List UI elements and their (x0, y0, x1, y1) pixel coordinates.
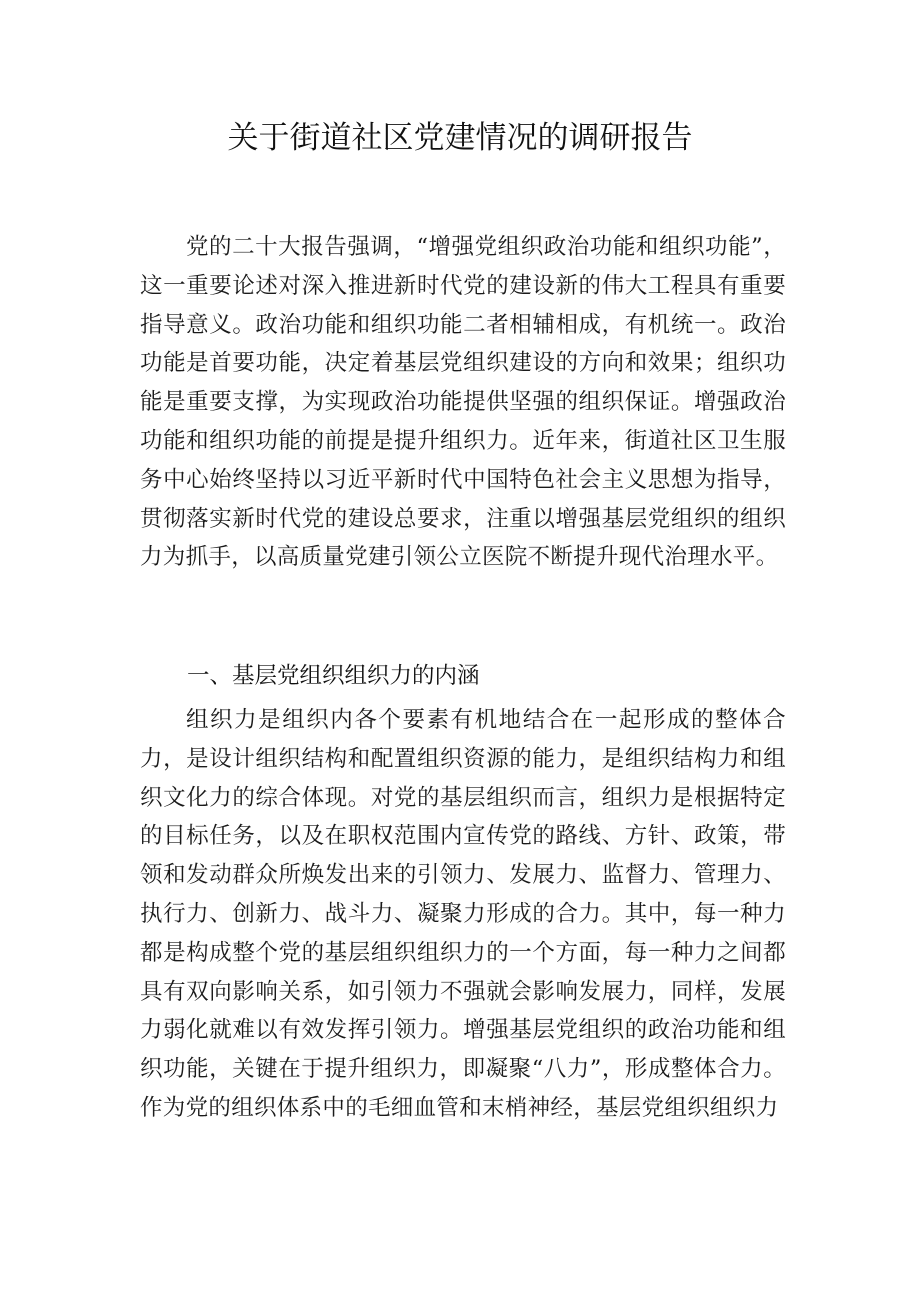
section-heading: 一、基层党组织组织力的内涵 (187, 663, 480, 689)
document-title: 关于街道社区党建情况的调研报告 (227, 120, 693, 156)
section-paragraph: 组织力是组织内各个要素有机地结合在一起形成的整体合力，是设计组织结构和配置组织资源的能力，是组织结构力和组织文化力的综合体现。对党的基层组织而言，组织力是根据特定的目标任务，以及在职权范围内宣传党的路线、方针、政策，带领和发动群众所焕发出来的引领力、发展力、监督力、管理力、执行力、创新力、战斗力、凝聚力形成的合力。其中，每一种力都是构成整个党的基层组织组织力的一个方面，每一种力之间都具有双向影响关系，如引领力不强就会影响发展力，同样，发展力弱化就难以有效发挥引领力。增强基层党组织的政治功能和组织功能，关键在于提升组织力，即凝聚“八力”，形成整体合力。作为党的组织体系中的毛细血管和末梢神经，基层党组织组织力 (140, 707, 786, 1121)
intro-paragraph: 党的二十大报告强调，“增强党组织政治功能和组织功能”，这一重要论述对深入推进新时代党的建设新的伟大工程具有重要指导意义。政治功能和组织功能二者相辅相成，有机统一。政治功能是首要功能，决定着基层党组织建设的方向和效果；组织功能是重要支撑，为实现政治功能提供坚强的组织保证。增强政治功能和组织功能的前提是提升组织力。近年来，街道社区卫生服务中心始终坚持以习近平新时代中国特色社会主义思想为指导，贯彻落实新时代党的建设总要求，注重以增强基层党组织的组织力为抓手，以高质量党建引领公立医院不断提升现代治理水平。 (140, 234, 786, 571)
